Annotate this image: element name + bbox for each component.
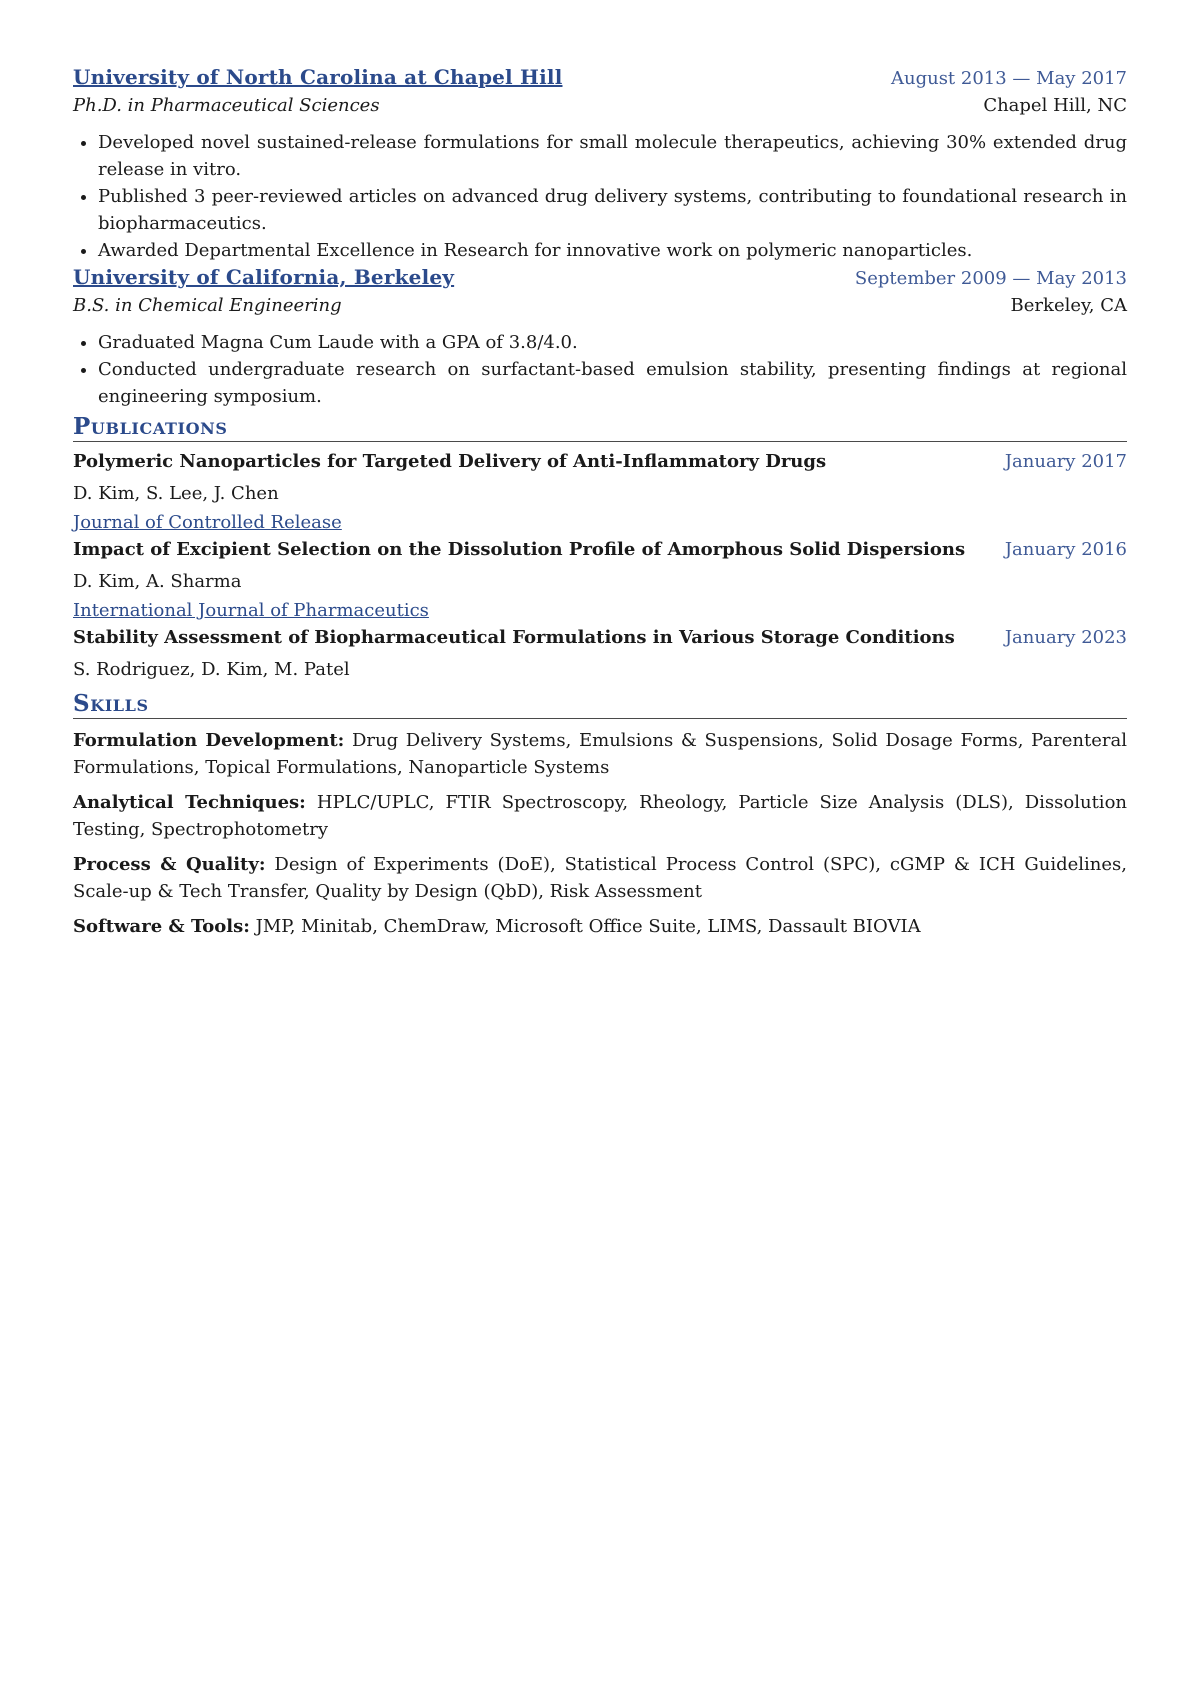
skill-text: JMP, Minitab, ChemDraw, Microsoft Office Suite, LIMS, Dassault BIOVIA <box>249 916 921 937</box>
resume-content <box>73 64 1127 940</box>
location: Chapel Hill, NC <box>983 95 1127 116</box>
publication-entry <box>73 536 1127 624</box>
publication-authors: S. Rodriguez, D. Kim, M. Patel <box>73 659 350 680</box>
bullet-item: • Published 3 peer-reviewed articles on advanced drug delivery systems, contributing to foundational research in biopharmaceutics. <box>98 183 1127 237</box>
publication-date: January 2017 <box>1004 451 1127 472</box>
skill-text: Design of Experiments (DoE), Statistical Process Control (SPC), cGMP & ICH Guidelines, Scale-up & Tech Transfer, Quality by Design (QbD), Risk Assessment <box>73 854 1127 902</box>
skill-row <box>73 913 1127 940</box>
skill-label: Formulation Development: <box>73 730 345 751</box>
education-subheader-row <box>73 292 1127 319</box>
publication-header-row <box>73 624 1127 651</box>
skill-row <box>73 727 1127 781</box>
publication-title: Stability Assessment of Biopharmaceutical Formulations in Various Storage Conditions <box>73 627 955 648</box>
publication-header-row <box>73 448 1127 475</box>
skill-text: HPLC/UPLC, FTIR Spectroscopy, Rheology, Particle Size Analysis (DLS), Dissolution Testing, Spectrophotometry <box>73 792 1127 840</box>
publication-journal-link[interactable]: Journal of Controlled Release <box>73 512 342 533</box>
bullet-item: • Graduated Magna Cum Laude with a GPA of 3.8/4.0. <box>98 329 1127 356</box>
publication-header-row <box>73 536 1127 563</box>
education-dates: August 2013 — May 2017 <box>890 68 1127 89</box>
publication-authors: D. Kim, S. Lee, J. Chen <box>73 483 279 504</box>
education-bullets <box>73 329 1127 410</box>
degree: Ph.D. in Pharmaceutical Sciences <box>73 95 380 116</box>
skills-heading: Skills <box>73 691 1127 719</box>
skill-text: Drug Delivery Systems, Emulsions & Suspensions, Solid Dosage Forms, Parenteral Formulations, Topical Formulations, Nanoparticle Systems <box>73 730 1127 778</box>
skill-label: Software & Tools: <box>73 916 250 937</box>
education-bullets <box>73 129 1127 264</box>
publication-title: Impact of Excipient Selection on the Dissolution Profile of Amorphous Solid Dispersions <box>73 539 966 560</box>
location: Berkeley, CA <box>1010 295 1127 316</box>
publications-heading: Publications <box>73 414 1127 442</box>
publication-entry <box>73 448 1127 536</box>
education-header-row <box>73 64 1127 92</box>
publication-date: January 2023 <box>1004 627 1127 648</box>
skill-row <box>73 851 1127 905</box>
school-link[interactable]: University of North Carolina at Chapel Hill <box>73 65 563 89</box>
education-entry <box>73 264 1127 410</box>
skill-label: Process & Quality: <box>73 854 266 875</box>
publication-entry <box>73 624 1127 683</box>
education-header-row <box>73 264 1127 292</box>
bullet-item: • Conducted undergraduate research on surfactant-based emulsion stability, presenting findings at regional engineering symposium. <box>98 356 1127 410</box>
publication-date: January 2016 <box>1004 539 1127 560</box>
degree: B.S. in Chemical Engineering <box>73 295 342 316</box>
bullet-item: • Developed novel sustained-release formulations for small molecule therapeutics, achieving 30% extended drug release in vitro. <box>98 129 1127 183</box>
publication-journal-link[interactable]: International Journal of Pharmaceutics <box>73 600 429 621</box>
publication-title: Polymeric Nanoparticles for Targeted Delivery of Anti-Inflammatory Drugs <box>73 451 827 472</box>
school-link[interactable]: University of California, Berkeley <box>73 265 455 289</box>
bullet-item: • Awarded Departmental Excellence in Research for innovative work on polymeric nanoparticles. <box>98 237 1127 264</box>
publication-authors: D. Kim, A. Sharma <box>73 571 242 592</box>
education-dates: September 2009 — May 2013 <box>854 268 1127 289</box>
education-entry <box>73 64 1127 264</box>
education-subheader-row <box>73 92 1127 119</box>
skill-row <box>73 789 1127 843</box>
skill-label: Analytical Techniques: <box>73 792 306 813</box>
